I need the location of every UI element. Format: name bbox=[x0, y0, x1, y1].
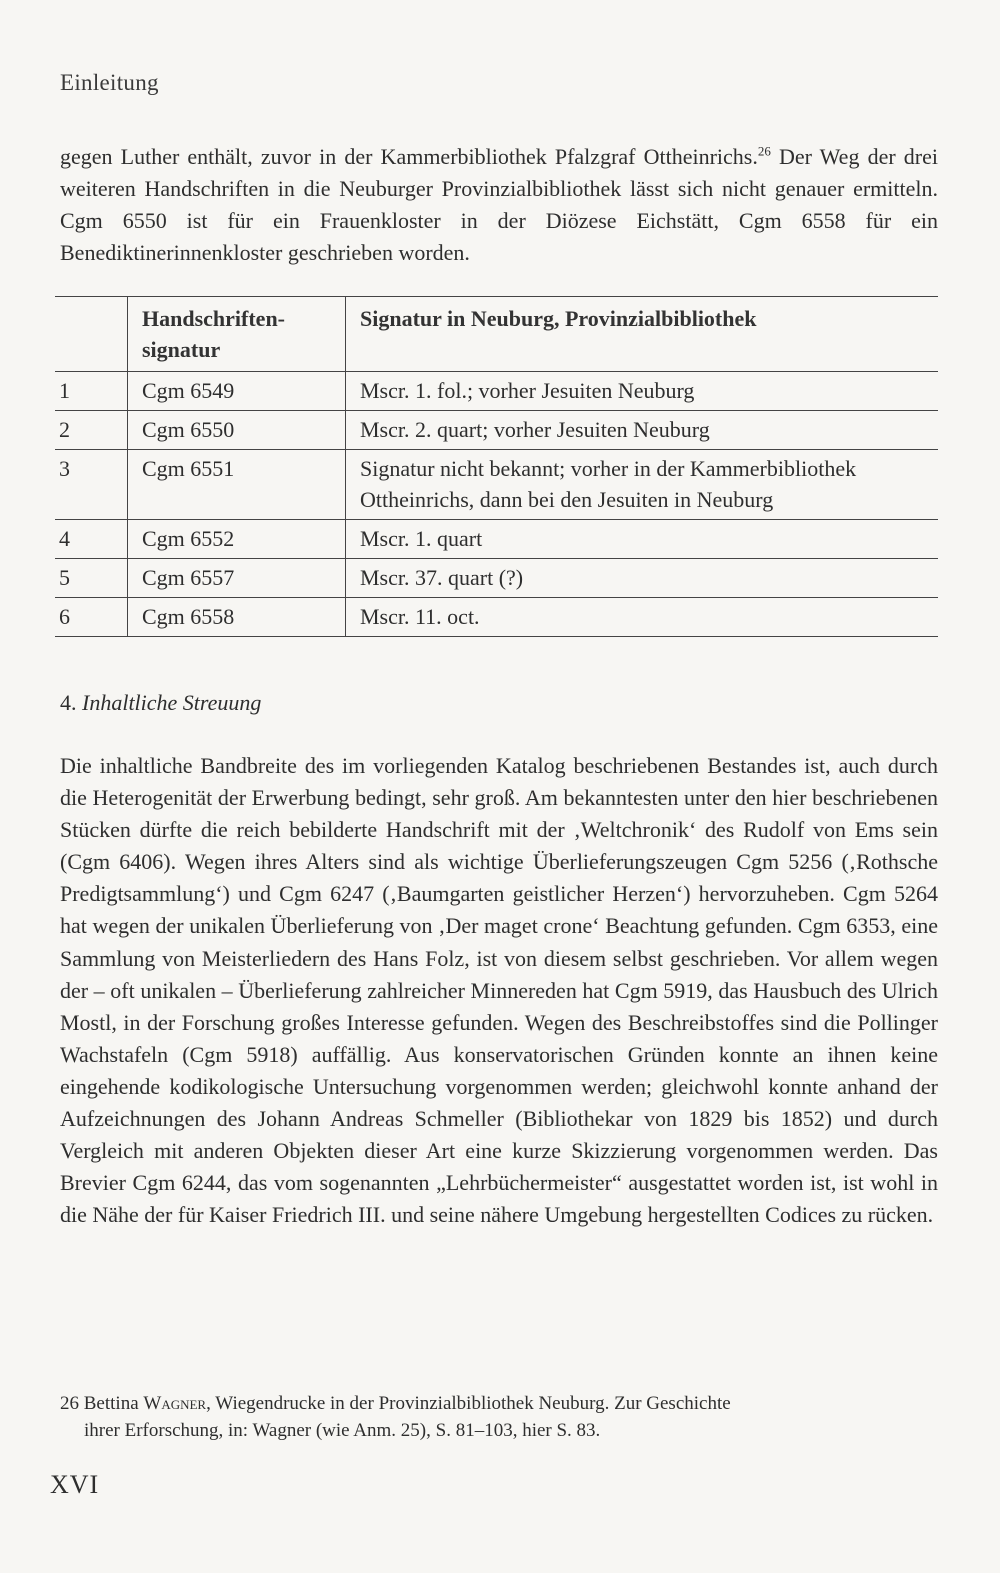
footnote-number: 26 bbox=[60, 1393, 79, 1414]
paragraph-content-range: Die inhaltliche Bandbreite des im vorliegenden Katalog beschriebenen Bestandes ist, auch durch die Heterogenität der Erwerbung bedingt, sehr groß. Am bekanntesten unter den hier beschriebenen Stücken dürfte die reich bebilderte Handschrift mit der ‚Weltchronik‘ des Rudolf von Ems sein (Cgm 6406). Wegen ihres Alters sind als wichtige Überlieferungszeugen Cgm 5256 (‚Rothsche Predigtsammlung‘) und Cgm 6247 (‚Baumgarten geistlicher Herzen‘) hervorzuheben. Cgm 5264 hat wegen der unikalen Überlieferung von ‚Der maget crone‘ Beachtung gefunden. Cgm 6353, eine Sammlung von Meisterliedern des Hans Folz, ist von diesem selbst geschrieben. Vor allem wegen der – oft unikalen – Überlieferung zahlreicher Minnereden hat Cgm 5919, das Hausbuch des Ulrich Mostl, in der Forschung großes Interesse gefunden. Wegen des Beschreibstoffes sind die Pollinger Wachstafeln (Cgm 5918) auffällig. Aus konservatorischen Gründen konnte an ihnen keine eingehende kodikologische Untersuchung vorgenommen werden; gleichwohl konnte anhand der Aufzeichnungen des Johann Andreas Schmeller (Bibliothekar von 1829 bis 1852) und durch Vergleich mit anderen Objekten dieser Art eine kurze Skizzierung vorgenommen werden. Das Brevier Cgm 6244, das vom sogenannten „Lehrbüchermeister“ ausgestattet worden ist, ist wohl in die Nähe der für Kaiser Friedrich III. und seine nähere Umgebung hergestellten Codices zu rücken. bbox=[60, 753, 938, 1228]
cell-signatur: Cgm 6552 bbox=[128, 520, 346, 559]
section-number: 4. bbox=[60, 690, 77, 715]
section-heading bbox=[60, 690, 261, 716]
footnote bbox=[60, 1390, 938, 1444]
table-row bbox=[55, 598, 938, 637]
footnote-author-first: Bettina bbox=[83, 1393, 139, 1414]
footnote-line-1 bbox=[60, 1390, 938, 1417]
cell-signatur: Cgm 6550 bbox=[128, 411, 346, 450]
cell-number: 2 bbox=[55, 411, 128, 450]
table-row bbox=[55, 411, 938, 450]
cell-neuburg: Mscr. 1. quart bbox=[346, 520, 939, 559]
cell-number: 3 bbox=[55, 450, 128, 520]
cell-neuburg: Mscr. 2. quart; vorher Jesuiten Neuburg bbox=[346, 411, 939, 450]
running-header: Einleitung bbox=[60, 70, 159, 95]
paragraph-text-part1: gegen Luther enthält, zuvor in der Kammerbibliothek Pfalzgraf Ottheinrichs. bbox=[60, 144, 758, 169]
cell-neuburg: Mscr. 1. fol.; vorher Jesuiten Neuburg bbox=[346, 372, 939, 411]
cell-number: 5 bbox=[55, 559, 128, 598]
table-header-row bbox=[55, 297, 938, 372]
signatures-table bbox=[55, 296, 938, 637]
column-header-signatur: Handschriften-signatur bbox=[128, 297, 346, 372]
footnote-text-1: , Wiegendrucke in der Provinzialbibliothek Neuburg. Zur Geschichte bbox=[206, 1393, 731, 1414]
cell-neuburg: Mscr. 37. quart (?) bbox=[346, 559, 939, 598]
paragraph-provenance bbox=[60, 141, 938, 269]
cell-signatur: Cgm 6558 bbox=[128, 598, 346, 637]
table-row bbox=[55, 372, 938, 411]
cell-signatur: Cgm 6551 bbox=[128, 450, 346, 520]
cell-neuburg: Signatur nicht bekannt; vorher in der Kammerbibliothek Ottheinrichs, dann bei den Jesuiten in Neuburg bbox=[346, 450, 939, 520]
page-number: XVI bbox=[50, 1470, 100, 1499]
section-title-text: Inhaltliche Streuung bbox=[82, 690, 262, 715]
cell-signatur: Cgm 6549 bbox=[128, 372, 346, 411]
table-row bbox=[55, 520, 938, 559]
cell-number: 6 bbox=[55, 598, 128, 637]
footnote-text-2: ihrer Erforschung, in: Wagner (wie Anm. 25), S. 81–103, hier S. 83. bbox=[84, 1420, 601, 1441]
table-row bbox=[55, 559, 938, 598]
cell-signatur: Cgm 6557 bbox=[128, 559, 346, 598]
table-row bbox=[55, 450, 938, 520]
column-header-neuburg: Signatur in Neuburg, Provinzialbibliothek bbox=[346, 297, 939, 372]
paragraph-text-part2: Der Weg der drei weiteren Handschriften in die Neuburger Provinzialbibliothek lässt sich nicht genauer ermitteln. Cgm 6550 ist für ein Frauenkloster in der Diözese Eichstätt, Cgm 6558 für ein Benediktinerinnenkloster geschrieben worden. bbox=[60, 144, 938, 266]
cell-number: 1 bbox=[55, 372, 128, 411]
footnote-author-last: Wagner bbox=[143, 1393, 207, 1414]
cell-number: 4 bbox=[55, 520, 128, 559]
column-header-number bbox=[55, 297, 128, 372]
footnote-reference[interactable]: 26 bbox=[757, 143, 771, 159]
cell-neuburg: Mscr. 11. oct. bbox=[346, 598, 939, 637]
